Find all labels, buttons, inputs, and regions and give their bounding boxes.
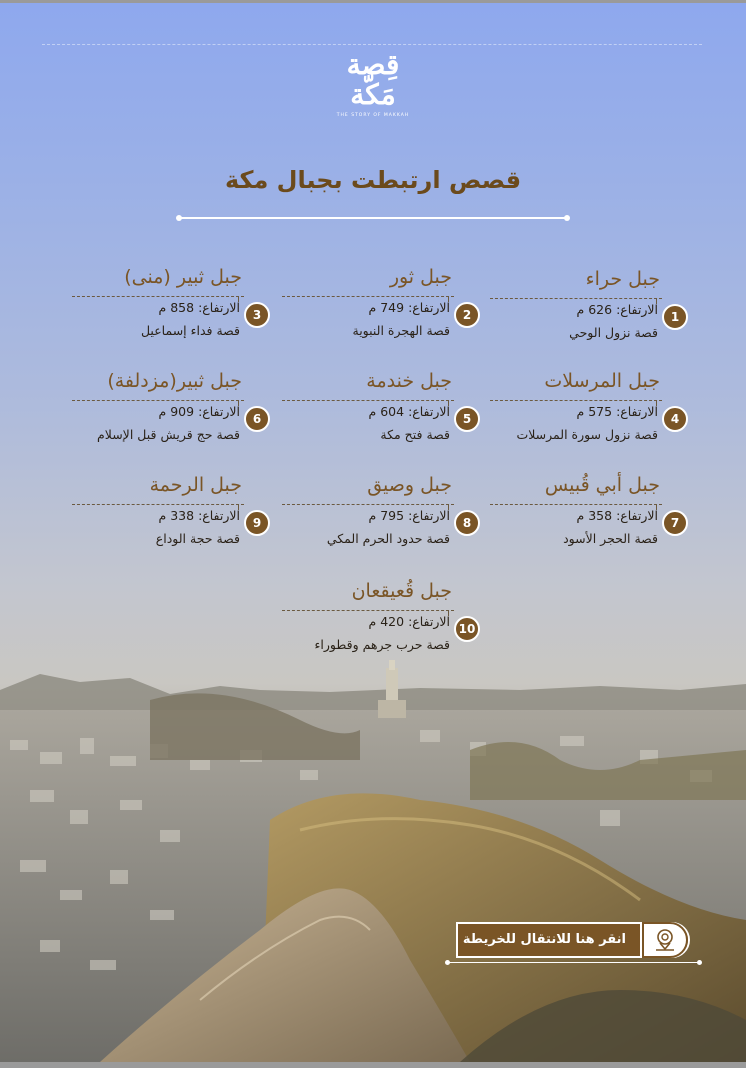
top-divider bbox=[42, 44, 702, 45]
mountain-story: قصة حرب جرهم وقطوراء bbox=[314, 637, 450, 652]
mountain-story: قصة حج قريش قبل الإسلام bbox=[97, 427, 240, 442]
mountain-number-badge: 8 bbox=[454, 510, 480, 536]
mountain-divider bbox=[282, 610, 454, 611]
mountain-story: قصة حجة الوداع bbox=[155, 531, 240, 546]
mountain-name: جبل المرسلات bbox=[544, 370, 660, 392]
title-underline-dot-right bbox=[564, 215, 570, 221]
mountain-number-badge: 6 bbox=[244, 406, 270, 432]
mountain-altitude: الارتفاع: 420 م bbox=[368, 614, 450, 629]
mountain-entry[interactable] bbox=[272, 474, 472, 564]
mountain-altitude: الارتفاع: 749 م bbox=[368, 300, 450, 315]
mountain-name: جبل الرحمة bbox=[149, 474, 242, 496]
mountain-number-badge: 10 bbox=[454, 616, 480, 642]
mountain-number-badge: 3 bbox=[244, 302, 270, 328]
mountain-altitude: الارتفاع: 338 م bbox=[158, 508, 240, 523]
mountain-altitude: الارتفاع: 858 م bbox=[158, 300, 240, 315]
logo bbox=[310, 50, 436, 134]
mountain-story: قصة فتح مكة bbox=[380, 427, 450, 442]
mountain-divider bbox=[72, 504, 244, 505]
mountain-altitude: الارتفاع: 795 م bbox=[368, 508, 450, 523]
mountain-altitude: الارتفاع: 909 م bbox=[158, 404, 240, 419]
mountain-name: جبل قُعيقعان bbox=[351, 580, 452, 602]
title-underline-dot-left bbox=[176, 215, 182, 221]
map-button-underline bbox=[448, 962, 700, 963]
mountain-divider bbox=[490, 298, 662, 299]
mountain-divider bbox=[282, 504, 454, 505]
mountain-name: جبل خندمة bbox=[366, 370, 452, 392]
mountain-entry[interactable] bbox=[480, 370, 680, 460]
title-underline bbox=[180, 217, 568, 219]
mountain-entry[interactable] bbox=[62, 266, 262, 356]
mountain-number-badge: 7 bbox=[662, 510, 688, 536]
mountain-entry[interactable] bbox=[480, 268, 680, 358]
mountain-story: قصة الحجر الأسود bbox=[563, 531, 658, 546]
mountain-entry[interactable] bbox=[272, 370, 472, 460]
logo-subtitle: THE STORY OF MAKKAH bbox=[336, 113, 410, 118]
mountain-divider bbox=[72, 400, 244, 401]
mountain-entry[interactable] bbox=[480, 474, 680, 564]
mountain-divider bbox=[72, 296, 244, 297]
top-border bbox=[0, 0, 746, 3]
mountain-name: جبل وصيق bbox=[367, 474, 452, 496]
mountain-entry[interactable] bbox=[272, 580, 476, 670]
mountain-name: جبل حراء bbox=[585, 268, 660, 290]
map-underline-dot-right bbox=[697, 960, 702, 965]
mountain-entry[interactable] bbox=[62, 474, 262, 564]
mountain-name: جبل ثبير (منى) bbox=[124, 266, 242, 288]
mountain-number-badge: 9 bbox=[244, 510, 270, 536]
logo-text-line2: مَكّة bbox=[350, 78, 396, 111]
mountain-story: قصة الهجرة النبوية bbox=[352, 323, 450, 338]
mountain-divider bbox=[282, 400, 454, 401]
mountain-name: جبل ثور bbox=[389, 266, 452, 288]
page-title: قصص ارتبطت بجبال مكة bbox=[224, 166, 522, 194]
mountain-altitude: الارتفاع: 604 م bbox=[368, 404, 450, 419]
mountain-number-badge: 4 bbox=[662, 406, 688, 432]
mountain-entry[interactable] bbox=[62, 370, 262, 460]
mountain-altitude: الارتفاع: 626 م bbox=[576, 302, 658, 317]
mountain-name: جبل أبي قُبيس bbox=[544, 474, 660, 496]
mountain-entry[interactable] bbox=[272, 266, 472, 356]
mountain-story: قصة نزول سورة المرسلات bbox=[516, 427, 658, 442]
mountain-altitude: الارتفاع: 575 م bbox=[576, 404, 658, 419]
mountain-divider bbox=[490, 400, 662, 401]
bottom-border bbox=[0, 1062, 746, 1068]
mountain-landscape-photo bbox=[0, 660, 746, 1062]
open-map-button[interactable] bbox=[456, 922, 690, 958]
mountain-number-badge: 5 bbox=[454, 406, 480, 432]
map-underline-dot-left bbox=[445, 960, 450, 965]
mountain-divider bbox=[282, 296, 454, 297]
open-map-button-label: انقر هنا للانتقال للخريطة bbox=[462, 932, 626, 947]
mountain-name: جبل ثبير(مزدلفة) bbox=[107, 370, 242, 392]
mountain-story: قصة نزول الوحي bbox=[569, 325, 658, 340]
logo-text-line1: قِصة bbox=[346, 48, 400, 81]
mountain-story: قصة حدود الحرم المكي bbox=[326, 531, 450, 546]
mountain-altitude: الارتفاع: 358 م bbox=[576, 508, 658, 523]
mountain-number-badge: 1 bbox=[662, 304, 688, 330]
mountain-story: قصة فداء إسماعيل bbox=[140, 323, 240, 338]
mountain-divider bbox=[490, 504, 662, 505]
map-pin-icon[interactable] bbox=[642, 922, 688, 958]
mountain-number-badge: 2 bbox=[454, 302, 480, 328]
map-pin-icon-graphic bbox=[644, 924, 686, 956]
